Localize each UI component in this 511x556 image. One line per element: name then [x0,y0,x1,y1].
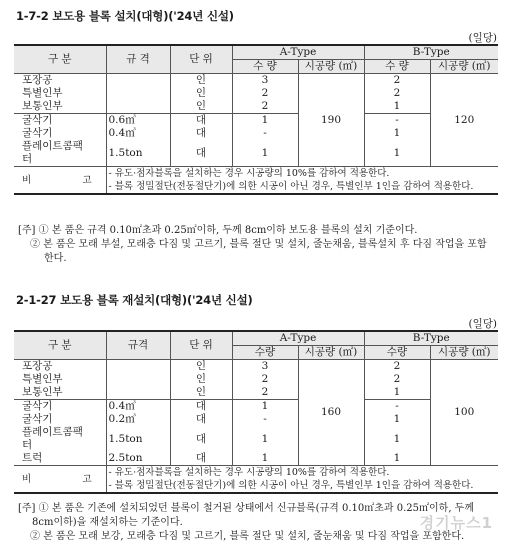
row-spec: 0.6㎥ [106,114,170,128]
row-a-qty: 1 [232,426,298,452]
note-content [106,466,498,494]
row-b-qty: 1 [364,100,430,114]
table-row [14,386,498,400]
table-row [14,127,498,140]
note-content [106,167,498,195]
row-b-qty: 1 [364,452,430,466]
row-spec: 2.5ton [106,452,170,466]
row-name: 플레이트콤팩터 [14,426,106,452]
table-row [14,452,498,466]
row-b-qty: 1 [364,426,430,452]
row-b-qty: 2 [364,74,430,88]
section2-table [14,330,498,494]
note-line: - 블록 정밀절단(전동절단기)에 의한 시공이 아닌 경우, 특별인부 1인을 감하여 적용한다. [108,480,474,491]
row-a-qty: 2 [232,373,298,386]
row-b-qty: 1 [364,127,430,140]
row-b-qty: 2 [364,87,430,100]
row-name: 특별인부 [14,87,106,100]
row-a-qty: - [232,413,298,426]
row-b-qty: 2 [364,373,430,386]
row-unit: 인 [170,100,232,114]
row-spec: 1.5ton [106,426,170,452]
header-a-qty: 수 량 [232,60,298,74]
row-unit: 인 [170,74,232,88]
row-name: 포장공 [14,360,106,374]
table-row [14,140,498,167]
row-spec [106,100,170,114]
row-unit: 대 [170,413,232,426]
note-label: 비 고 [14,167,106,195]
footnote: ② 본 품은 모래 부설, 모래층 다짐 및 고르기, 블록 절단 및 설치, 줄눈채움, 블록설치 후 다짐 작업을 포함한다. [30,239,487,264]
table-row [14,74,498,88]
header-type-a: A-Type [232,45,364,60]
watermark: 경기뉴스1 [419,514,493,532]
row-a-qty: 1 [232,114,298,128]
row-unit: 인 [170,360,232,374]
row-b-qty: 1 [364,413,430,426]
footnote: ② 본 품은 모래 보강, 모래층 다짐 및 고르기, 블록 절단 및 설치, 줄눈채움 및 다짐 작업을 포함한다. [30,531,465,542]
b-area-value: 100 [430,360,498,466]
row-a-qty: 3 [232,360,298,374]
note-label: 비 고 [14,466,106,494]
row-unit: 인 [170,87,232,100]
header-unit: 단 위 [170,331,232,360]
header-type-b: B-Type [364,45,498,60]
row-unit: 대 [170,140,232,167]
a-area-value: 160 [298,360,364,466]
row-name: 굴삭기 [14,400,106,414]
row-a-qty: 2 [232,100,298,114]
footnote: [주] ① 본 품은 기존에 설치되었던 블록이 철거된 상태에서 신규블록(규격 0.10㎡초과 0.25㎡이하, 두께 8cm이하)을 재설치하는 기준이다. [18,503,474,528]
table-row [14,360,498,374]
row-b-qty: 1 [364,386,430,400]
table-row [14,373,498,386]
table-row [14,426,498,452]
note-row [14,466,498,494]
footnote: [주] ① 본 품은 규격 0.10㎡초과 0.25㎡이하, 두께 8cm이하 보도용 블록의 설치 기준이다. [18,225,418,236]
row-unit: 대 [170,426,232,452]
row-unit: 대 [170,114,232,128]
row-spec: 0.4㎥ [106,127,170,140]
row-b-qty: - [364,114,430,128]
header-a-area: 시공량 (㎡) [298,60,364,74]
note-row [14,167,498,195]
row-unit: 대 [170,127,232,140]
row-unit: 대 [170,452,232,466]
row-spec [106,386,170,400]
row-a-qty: 1 [232,452,298,466]
table-row [14,87,498,100]
header-b-qty: 수 량 [364,60,430,74]
row-name: 보통인부 [14,100,106,114]
row-name: 플레이트콤팩터 [14,140,106,167]
row-name: 특별인부 [14,373,106,386]
table-row [14,114,498,128]
row-b-qty: 1 [364,140,430,167]
a-area-value: 190 [298,74,364,167]
section1-title: 1-7-2 보도용 블록 설치(대형)('24년 신설) [16,9,234,23]
row-a-qty: 2 [232,386,298,400]
row-a-qty: 3 [232,74,298,88]
section1-table [14,44,498,195]
row-spec: 1.5ton [106,140,170,167]
header-b-area: 시공량 (㎡) [430,60,498,74]
note-line: - 블록 정밀절단(전동절단기)에 의한 시공이 아닌 경우, 특별인부 1인을 감하여 적용한다. [108,181,474,192]
section1-unit: (일당) [468,32,497,44]
row-b-qty: - [364,400,430,414]
row-spec: 0.2㎥ [106,413,170,426]
row-spec [106,74,170,88]
row-name: 포장공 [14,74,106,88]
table-row [14,400,498,414]
row-spec: 0.4㎥ [106,400,170,414]
header-type-a: A-Type [232,331,364,346]
row-name: 굴삭기 [14,114,106,128]
b-area-value: 120 [430,74,498,167]
section1-footnotes [18,224,496,266]
row-a-qty: 2 [232,87,298,100]
header-b-area: 시공량 (㎡) [430,346,498,360]
row-spec [106,373,170,386]
row-b-qty: 2 [364,360,430,374]
header-category: 구 분 [14,45,106,74]
row-spec [106,87,170,100]
row-unit: 인 [170,386,232,400]
header-spec: 규 격 [106,45,170,74]
row-a-qty: 1 [232,400,298,414]
header-a-qty: 수량 [232,346,298,360]
row-unit: 인 [170,373,232,386]
header-spec: 규격 [106,331,170,360]
note-line: - 유도·점자블록을 설치하는 경우 시공량의 10%를 감하여 적용한다. [108,168,390,179]
row-name: 굴삭기 [14,413,106,426]
row-name: 보통인부 [14,386,106,400]
header-category: 구 분 [14,331,106,360]
row-spec [106,360,170,374]
header-type-b: B-Type [364,331,498,346]
header-unit: 단 위 [170,45,232,74]
note-line: - 유도·점자블록을 설치하는 경우 시공량의 10%를 감하여 적용한다. [108,467,390,478]
section2-title: 2-1-27 보도용 블록 재설치(대형)('24년 신설) [16,293,253,307]
row-unit: 대 [170,400,232,414]
table-row [14,100,498,114]
table-row [14,413,498,426]
row-a-qty: - [232,127,298,140]
row-a-qty: 1 [232,140,298,167]
row-name: 트럭 [14,452,106,466]
row-name: 굴삭기 [14,127,106,140]
section2-unit: (일당) [468,318,497,330]
header-a-area: 시공량 (㎡) [298,346,364,360]
header-b-qty: 수량 [364,346,430,360]
